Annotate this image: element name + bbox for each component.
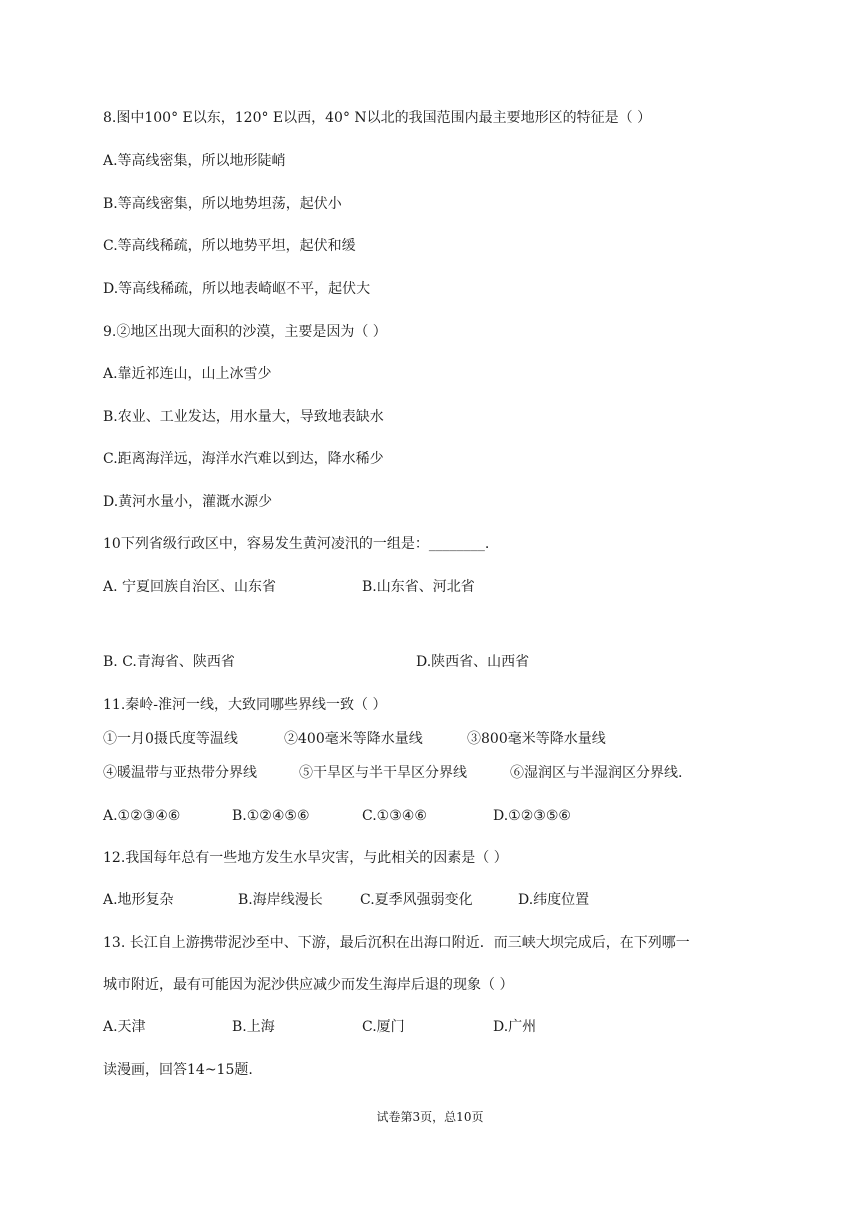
q11-item-6: ⑥湿润区与半湿润区分界线. bbox=[510, 765, 683, 781]
q11-item-2: ②400毫米等降水量线 bbox=[284, 731, 423, 747]
q11-option-a: A.①②③④⑥ bbox=[103, 808, 181, 824]
page-footer: 试卷第3页，总10页 bbox=[376, 1110, 484, 1124]
q10-option-c: B. C.青海省、陕西省 bbox=[103, 654, 235, 670]
q13-stem-line-2: 城市附近，最有可能因为泥沙供应减少而发生海岸后退的现象（ ） bbox=[103, 977, 514, 993]
q8-option-d: D.等高线稀疏，所以地表崎岖不平，起伏大 bbox=[103, 281, 371, 297]
q11-option-b: B.①②④⑤⑥ bbox=[232, 808, 310, 824]
q8-option-b: B.等高线密集，所以地势坦荡，起伏小 bbox=[103, 196, 342, 212]
q8-option-c: C.等高线稀疏，所以地势平坦，起伏和缓 bbox=[103, 238, 356, 254]
q13-option-c: C.厦门 bbox=[362, 1019, 405, 1035]
q8-stem: 8.图中100° E以东，120° E以西，40° N以北的我国范围内最主要地形区的特征是（ ） bbox=[103, 110, 652, 126]
q9-option-b: B.农业、工业发达，用水量大，导致地表缺水 bbox=[103, 409, 384, 425]
q11-item-3: ③800毫米等降水量线 bbox=[467, 731, 606, 747]
q11-option-c: C.①③④⑥ bbox=[362, 808, 427, 824]
q11-stem: 11.秦岭-淮河一线，大致同哪些界线一致（ ） bbox=[103, 697, 387, 713]
q9-option-c: C.距离海洋远，海洋水汽难以到达，降水稀少 bbox=[103, 451, 384, 467]
q13-option-b: B.上海 bbox=[232, 1019, 275, 1035]
q13-option-d: D.广州 bbox=[493, 1019, 537, 1035]
q13-option-a: A.天津 bbox=[103, 1019, 146, 1035]
q10-stem: 10下列省级行政区中，容易发生黄河凌汛的一组是：________. bbox=[103, 536, 490, 552]
q13-stem-line-1: 13. 长江自上游携带泥沙至中、下游，最后沉积在出海口附近．而三峡大坝完成后，在下列哪一 bbox=[103, 935, 690, 951]
q9-option-a: A.靠近祁连山，山上冰雪少 bbox=[103, 366, 272, 382]
q10-option-a: A. 宁夏回族自治区、山东省 bbox=[103, 579, 277, 595]
q9-stem: 9.②地区出现大面积的沙漠，主要是因为（ ） bbox=[103, 324, 387, 340]
q12-option-a: A.地形复杂 bbox=[103, 892, 174, 908]
q11-option-d: D.①②③⑤⑥ bbox=[493, 808, 571, 824]
q12-option-d: D.纬度位置 bbox=[518, 892, 590, 908]
q12-option-b: B.海岸线漫长 bbox=[238, 892, 323, 908]
instruction-text: 读漫画，回答14~15题. bbox=[103, 1062, 253, 1078]
q12-option-c: C.夏季风强弱变化 bbox=[360, 892, 473, 908]
q11-item-5: ⑤干旱区与半干旱区分界线 bbox=[299, 765, 467, 781]
q11-item-1: ①一月0摄氏度等温线 bbox=[103, 731, 238, 747]
q10-option-d: D.陕西省、山西省 bbox=[416, 654, 530, 670]
q11-item-4: ④暖温带与亚热带分界线 bbox=[103, 765, 257, 781]
q8-option-a: A.等高线密集，所以地形陡峭 bbox=[103, 153, 286, 169]
q9-option-d: D.黄河水量小，灌溉水源少 bbox=[103, 494, 273, 510]
q12-stem: 12.我国每年总有一些地方发生水旱灾害，与此相关的因素是（ ） bbox=[103, 850, 508, 866]
q10-option-b: B.山东省、河北省 bbox=[362, 579, 475, 595]
